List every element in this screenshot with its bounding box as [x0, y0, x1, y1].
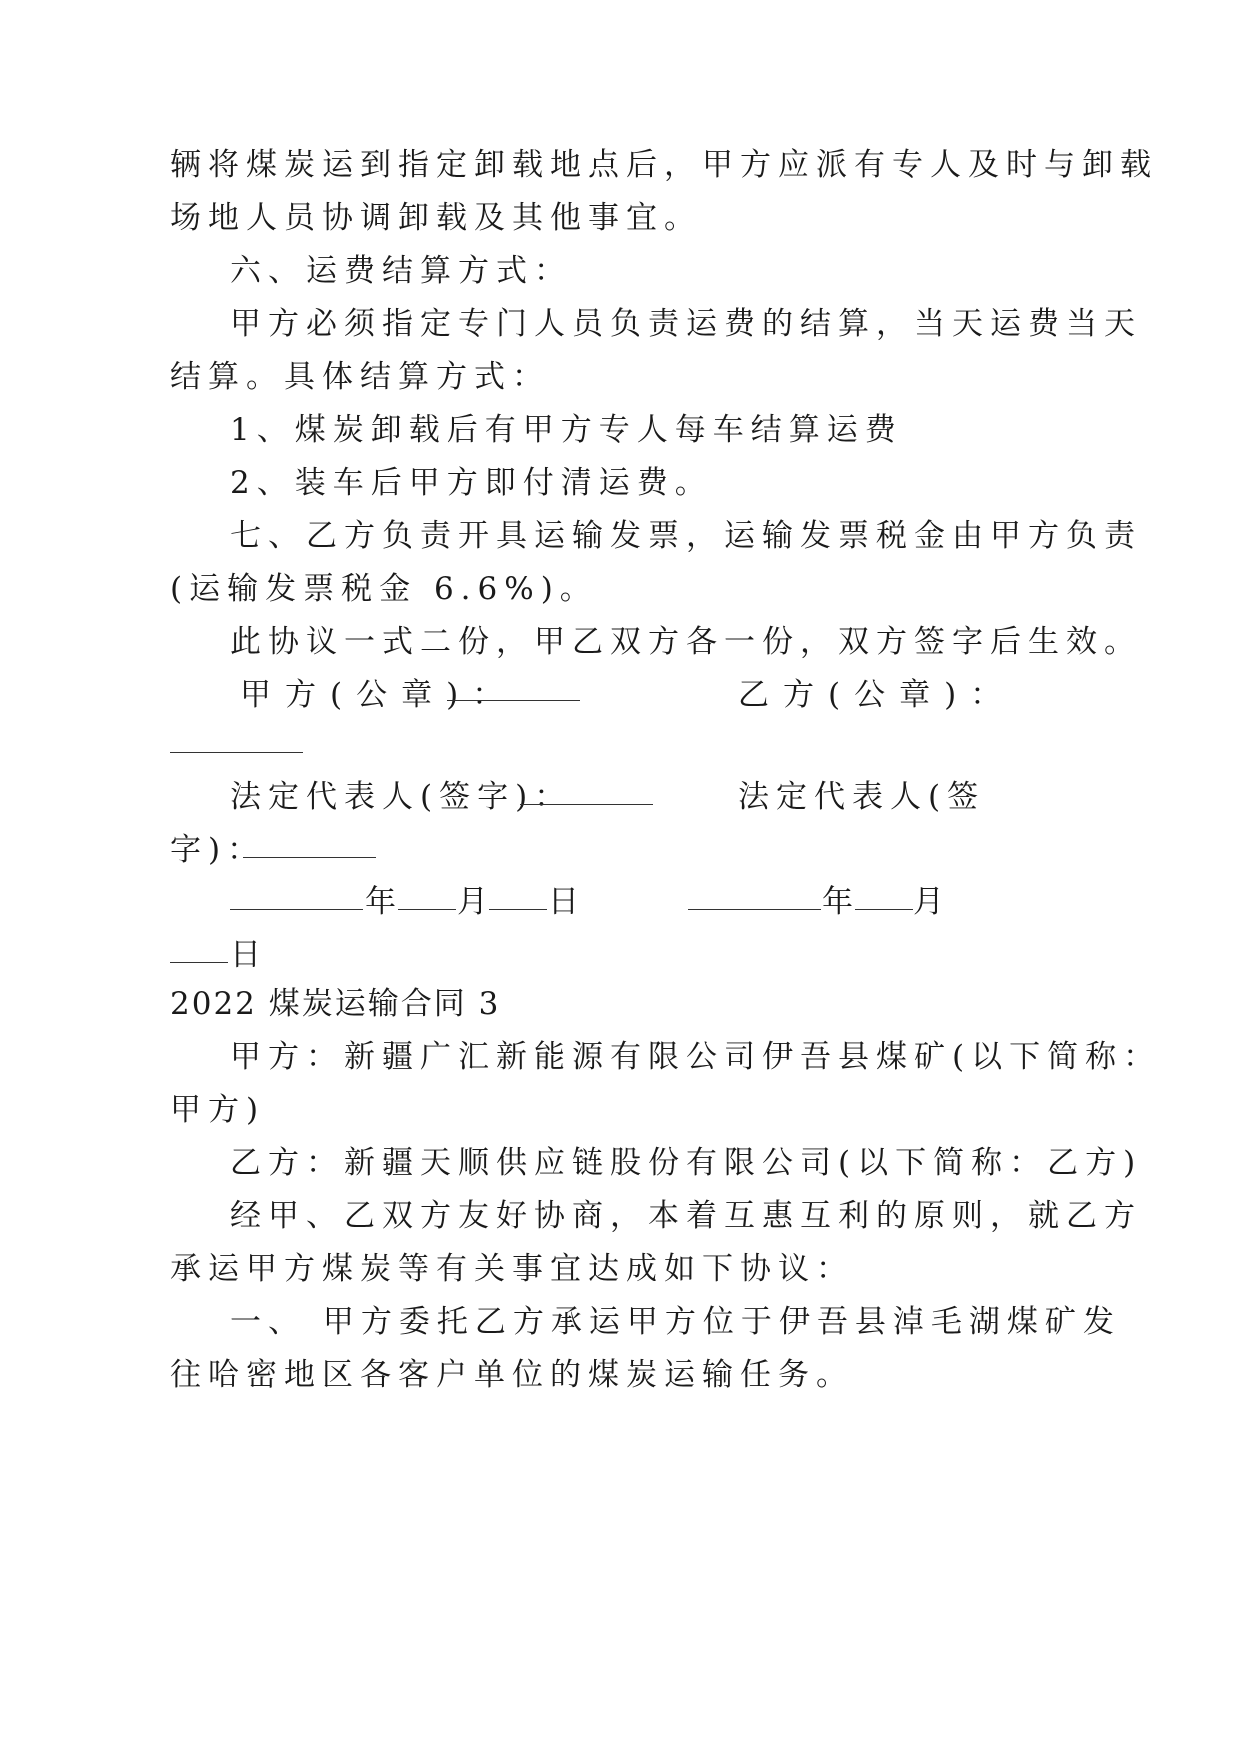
section-heading: 七、乙方负责开具运输发票，运输发票税金由甲方负责 — [230, 518, 1142, 554]
party-a-seal-underline — [447, 700, 580, 701]
text-line: 承运甲方煤炭等有关事宜达成如下协议： — [170, 1251, 854, 1287]
contract-title: 2022 煤炭运输合同 3 — [170, 986, 501, 1022]
date-day-blank-2 — [170, 962, 228, 963]
date-month-blank — [398, 909, 456, 910]
text-line: 往哈密地区各客户单位的煤炭运输任务。 — [170, 1357, 854, 1393]
text-line: 辆将煤炭运到指定卸载地点后，甲方应派有专人及时与卸载 — [170, 147, 1158, 183]
date-month-blank-2 — [855, 909, 913, 910]
date-day-label-2: 日 — [230, 937, 268, 973]
party-b-line: 乙方：新疆天顺供应链股份有限公司(以下简称：乙方) — [230, 1145, 1143, 1181]
party-b-rep-label: 法定代表人(签 — [738, 779, 986, 815]
date-month-label: 月 — [457, 884, 495, 920]
party-b-seal-underline — [170, 752, 303, 753]
date-year-label: 年 — [365, 884, 403, 920]
text-line: (运输发票税金 6.6%)。 — [170, 571, 598, 607]
party-a-line: 甲方：新疆广汇新能源有限公司伊吾县煤矿(以下简称： — [230, 1039, 1162, 1075]
list-item: 1、煤炭卸载后有甲方专人每车结算运费 — [230, 412, 903, 448]
section-heading: 六、运费结算方式： — [230, 253, 572, 289]
party-a-seal-label: 甲方(公章)： — [240, 677, 518, 713]
text-line: 甲方必须指定专门人员负责运费的结算，当天运费当天 — [230, 306, 1142, 342]
date-day-blank — [489, 909, 547, 910]
party-b-rep-underline — [243, 857, 376, 858]
date-year-blank — [230, 909, 363, 910]
text-line: 场地人员协调卸载及其他事宜。 — [170, 200, 702, 236]
date-month-label-2: 月 — [913, 884, 951, 920]
text-line: 经甲、乙双方友好协商，本着互惠互利的原则，就乙方 — [230, 1198, 1142, 1234]
party-b-seal-label: 乙方(公章)： — [738, 677, 1016, 713]
date-year-label-2: 年 — [822, 884, 860, 920]
clause-one: 一、 甲方委托乙方承运甲方位于伊吾县淖毛湖煤矿发 — [230, 1304, 1121, 1340]
party-a-rep-underline — [520, 804, 653, 805]
list-item: 2、装车后甲方即付清运费。 — [230, 465, 713, 501]
date-year-blank-2 — [688, 909, 821, 910]
party-a-rep-label: 法定代表人(签字)： — [230, 779, 573, 815]
text-line: 甲方) — [170, 1092, 266, 1128]
date-day-label: 日 — [548, 884, 586, 920]
text-line: 此协议一式二份，甲乙双方各一份，双方签字后生效。 — [230, 624, 1142, 660]
text-line: 结算。具体结算方式： — [170, 359, 550, 395]
text-line: 字)： — [170, 832, 266, 868]
